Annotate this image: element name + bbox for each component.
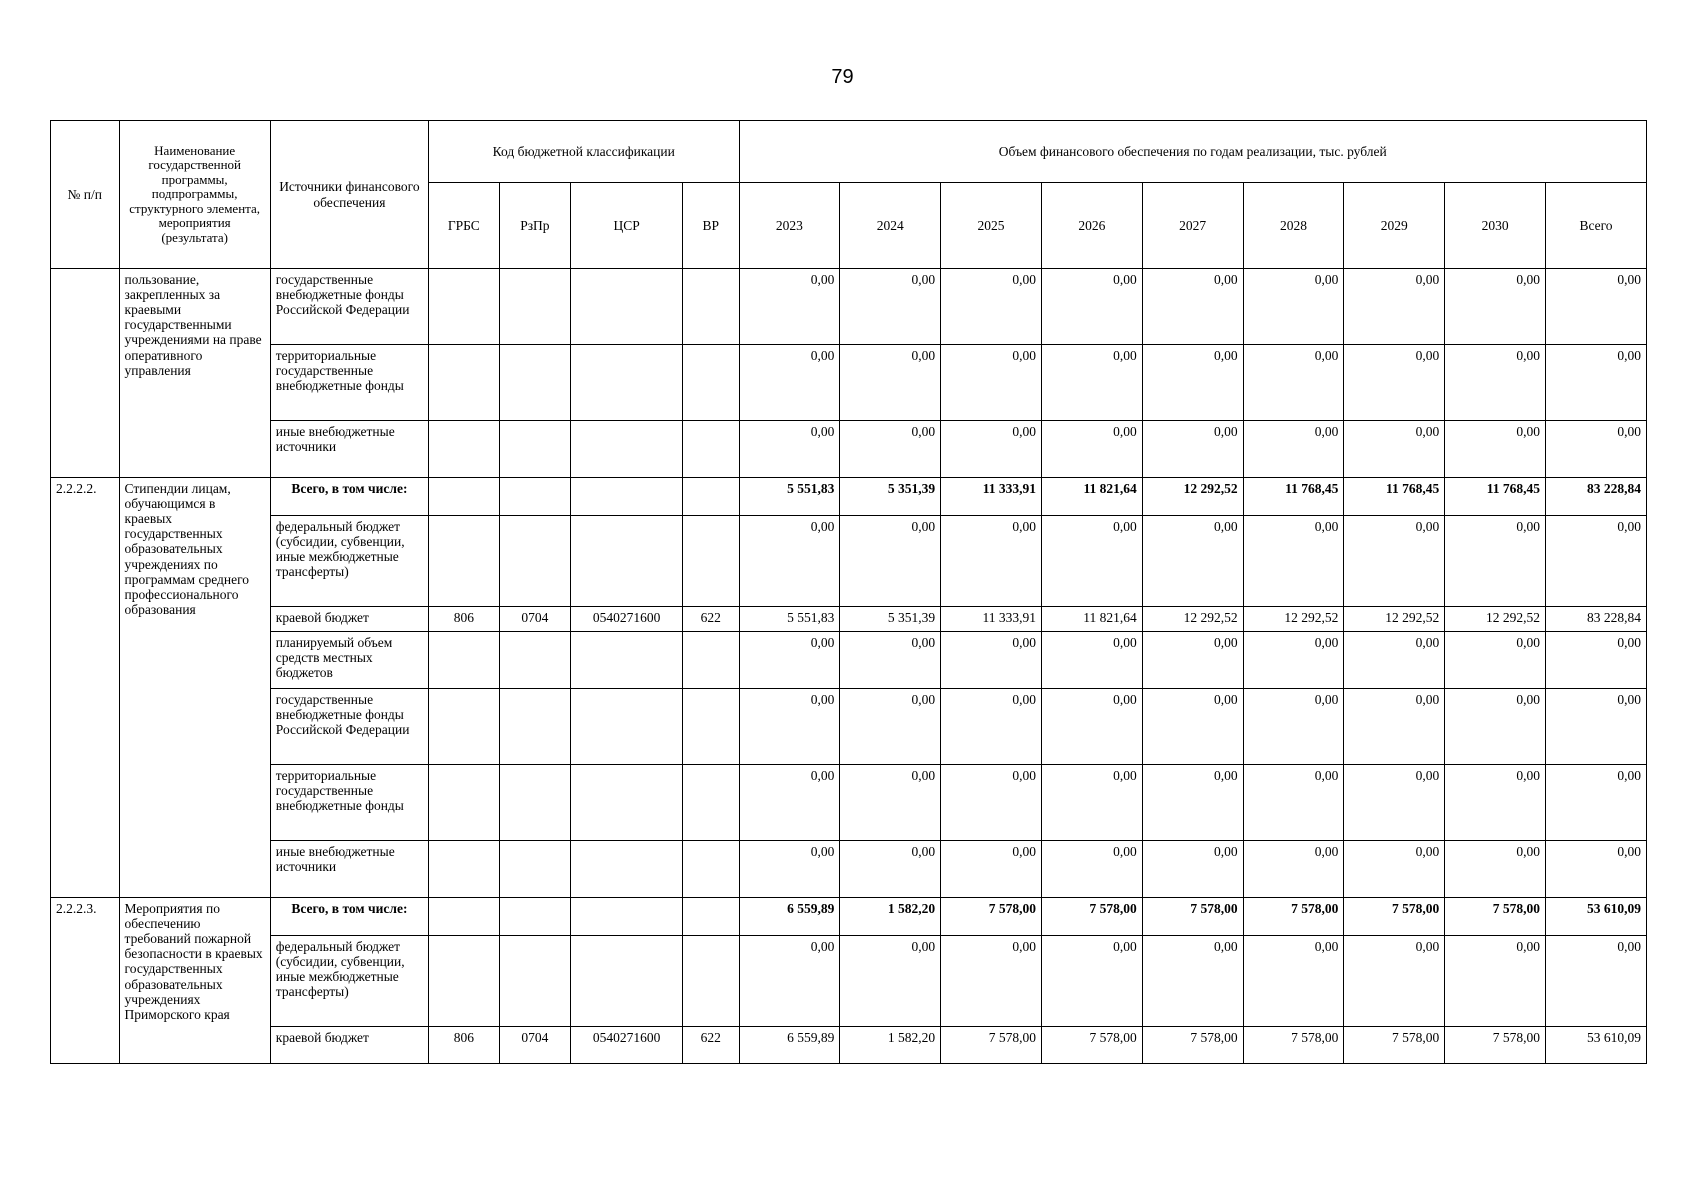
amount-2023: 0,00 [739,936,840,1027]
code-grbs: 806 [429,1027,500,1064]
amount-2024: 1 582,20 [840,898,941,936]
amount-2030: 0,00 [1445,516,1546,607]
amount-2028: 12 292,52 [1243,607,1344,632]
code-rzpr [499,269,571,345]
amount-2029: 0,00 [1344,841,1445,898]
amount-2026: 0,00 [1041,936,1142,1027]
funding-source: иные внебюджетные источники [270,421,428,478]
code-rzpr [499,765,571,841]
header-year-2027: 2027 [1142,183,1243,269]
amount-total: 53 610,09 [1546,898,1647,936]
code-csr [571,898,683,936]
code-grbs [429,632,500,689]
header-vr: ВР [683,183,739,269]
amount-2030: 0,00 [1445,421,1546,478]
amount-2028: 0,00 [1243,516,1344,607]
code-grbs [429,936,500,1027]
amount-2029: 0,00 [1344,689,1445,765]
code-csr: 0540271600 [571,1027,683,1064]
header-year-2026: 2026 [1041,183,1142,269]
amount-2023: 6 559,89 [739,1027,840,1064]
amount-2027: 7 578,00 [1142,898,1243,936]
amount-2029: 12 292,52 [1344,607,1445,632]
amount-2027: 0,00 [1142,345,1243,421]
code-vr: 622 [683,1027,739,1064]
code-vr [683,269,739,345]
table-row [51,632,1647,689]
amount-2029: 0,00 [1344,269,1445,345]
amount-2028: 0,00 [1243,269,1344,345]
code-csr [571,936,683,1027]
budget-table [50,120,1647,1064]
amount-2027: 12 292,52 [1142,607,1243,632]
table-row [51,689,1647,765]
code-grbs [429,841,500,898]
amount-2026: 11 821,64 [1041,607,1142,632]
amount-2025: 0,00 [941,345,1042,421]
header-year-2029: 2029 [1344,183,1445,269]
code-grbs [429,421,500,478]
section-number: 2.2.2.2. [51,478,120,898]
amount-2023: 0,00 [739,841,840,898]
table-body [51,269,1647,1064]
code-csr [571,478,683,516]
code-vr [683,689,739,765]
header-source: Источники финансового обеспечения [270,121,428,269]
amount-2025: 0,00 [941,516,1042,607]
amount-2023: 0,00 [739,345,840,421]
amount-2028: 7 578,00 [1243,1027,1344,1064]
funding-source: территориальные государственные внебюджетные фонды [270,765,428,841]
table-row [51,478,1647,516]
amount-2030: 0,00 [1445,841,1546,898]
amount-2027: 0,00 [1142,841,1243,898]
amount-2025: 0,00 [941,936,1042,1027]
amount-2023: 6 559,89 [739,898,840,936]
amount-2029: 0,00 [1344,345,1445,421]
code-rzpr [499,478,571,516]
funding-source: краевой бюджет [270,1027,428,1064]
code-vr [683,936,739,1027]
amount-2027: 0,00 [1142,689,1243,765]
amount-2026: 0,00 [1041,345,1142,421]
amount-2023: 5 551,83 [739,478,840,516]
code-grbs [429,516,500,607]
table-row [51,898,1647,936]
table-row [51,765,1647,841]
amount-2025: 0,00 [941,841,1042,898]
code-vr [683,478,739,516]
code-grbs [429,345,500,421]
amount-total: 0,00 [1546,421,1647,478]
amount-2026: 0,00 [1041,765,1142,841]
amount-2024: 0,00 [840,841,941,898]
amount-total: 53 610,09 [1546,1027,1647,1064]
amount-2025: 0,00 [941,269,1042,345]
code-rzpr [499,689,571,765]
code-rzpr [499,898,571,936]
amount-2030: 0,00 [1445,936,1546,1027]
funding-source: государственные внебюджетные фонды Российской Федерации [270,689,428,765]
code-grbs [429,478,500,516]
amount-total: 0,00 [1546,936,1647,1027]
amount-total: 83 228,84 [1546,478,1647,516]
amount-total: 0,00 [1546,841,1647,898]
amount-2024: 0,00 [840,765,941,841]
header-year-2030: 2030 [1445,183,1546,269]
code-rzpr [499,841,571,898]
code-rzpr [499,516,571,607]
amount-2028: 0,00 [1243,689,1344,765]
amount-2023: 0,00 [739,689,840,765]
funding-source: планируемый объем средств местных бюджетов [270,632,428,689]
amount-2025: 0,00 [941,765,1042,841]
amount-2026: 7 578,00 [1041,898,1142,936]
funding-source: Всего, в том числе: [270,898,428,936]
amount-2028: 0,00 [1243,841,1344,898]
funding-source: федеральный бюджет (субсидии, субвенции, иные межбюджетные трансферты) [270,936,428,1027]
header-kbk-group: Код бюджетной классификации [429,121,739,183]
code-vr [683,345,739,421]
amount-2028: 11 768,45 [1243,478,1344,516]
funding-source: краевой бюджет [270,607,428,632]
funding-source: иные внебюджетные источники [270,841,428,898]
amount-2026: 7 578,00 [1041,1027,1142,1064]
code-csr [571,516,683,607]
code-csr [571,765,683,841]
table-row [51,607,1647,632]
amount-2027: 0,00 [1142,765,1243,841]
amount-2030: 7 578,00 [1445,1027,1546,1064]
code-rzpr [499,936,571,1027]
table-row [51,1027,1647,1064]
code-rzpr: 0704 [499,1027,571,1064]
code-grbs [429,689,500,765]
amount-2024: 5 351,39 [840,478,941,516]
amount-total: 0,00 [1546,765,1647,841]
table-row [51,269,1647,345]
code-vr [683,632,739,689]
amount-total: 0,00 [1546,516,1647,607]
amount-2028: 0,00 [1243,345,1344,421]
page-number: 79 [831,66,854,88]
amount-2026: 0,00 [1041,516,1142,607]
header-year-2028: 2028 [1243,183,1344,269]
amount-2030: 11 768,45 [1445,478,1546,516]
amount-2026: 0,00 [1041,269,1142,345]
amount-2024: 0,00 [840,936,941,1027]
amount-2024: 0,00 [840,689,941,765]
amount-2030: 7 578,00 [1445,898,1546,936]
amount-2030: 0,00 [1445,269,1546,345]
amount-2029: 0,00 [1344,765,1445,841]
header-total: Всего [1546,183,1647,269]
code-grbs [429,269,500,345]
amount-2028: 0,00 [1243,632,1344,689]
funding-source: федеральный бюджет (субсидии, субвенции, иные межбюджетные трансферты) [270,516,428,607]
section-name: пользование, закрепленных за краевыми государственными учреждениями на праве оперативного управления [119,269,270,478]
code-vr: 622 [683,607,739,632]
amount-2023: 0,00 [739,269,840,345]
table-row [51,516,1647,607]
table-row [51,345,1647,421]
header-year-2023: 2023 [739,183,840,269]
section-number: 2.2.2.3. [51,898,120,1064]
header-volume-group: Объем финансового обеспечения по годам реализации, тыс. рублей [739,121,1646,183]
amount-2029: 7 578,00 [1344,898,1445,936]
section-name: Мероприятия по обеспечению требований пожарной безопасности в краевых государственных образовательных учреждениях Приморского края [119,898,270,1064]
amount-2025: 0,00 [941,421,1042,478]
code-vr [683,516,739,607]
amount-2028: 0,00 [1243,421,1344,478]
amount-2030: 0,00 [1445,765,1546,841]
header-grbs: ГРБС [429,183,500,269]
amount-total: 0,00 [1546,632,1647,689]
amount-total: 0,00 [1546,269,1647,345]
funding-source: территориальные государственные внебюджетные фонды [270,345,428,421]
amount-2023: 5 551,83 [739,607,840,632]
amount-2026: 11 821,64 [1041,478,1142,516]
amount-2023: 0,00 [739,516,840,607]
amount-2026: 0,00 [1041,689,1142,765]
table-row [51,841,1647,898]
amount-2029: 7 578,00 [1344,1027,1445,1064]
header-csr: ЦСР [571,183,683,269]
amount-total: 0,00 [1546,689,1647,765]
amount-2029: 0,00 [1344,936,1445,1027]
amount-2029: 0,00 [1344,516,1445,607]
amount-2030: 0,00 [1445,689,1546,765]
code-csr [571,421,683,478]
code-csr [571,632,683,689]
code-csr: 0540271600 [571,607,683,632]
header-year-2024: 2024 [840,183,941,269]
header-rzpr: РзПр [499,183,571,269]
code-rzpr [499,632,571,689]
funding-source: государственные внебюджетные фонды Российской Федерации [270,269,428,345]
amount-2028: 7 578,00 [1243,898,1344,936]
amount-2025: 0,00 [941,689,1042,765]
amount-2024: 1 582,20 [840,1027,941,1064]
code-grbs [429,765,500,841]
amount-2023: 0,00 [739,421,840,478]
amount-2030: 0,00 [1445,632,1546,689]
funding-source: Всего, в том числе: [270,478,428,516]
section-number [51,269,120,478]
code-rzpr [499,345,571,421]
amount-2024: 0,00 [840,269,941,345]
amount-2027: 0,00 [1142,421,1243,478]
amount-2025: 0,00 [941,632,1042,689]
code-vr [683,765,739,841]
code-rzpr: 0704 [499,607,571,632]
code-rzpr [499,421,571,478]
header-name: Наименование государственной программы, подпрограммы, структурного элемента, мероприятия (результата) [119,121,270,269]
amount-2025: 7 578,00 [941,898,1042,936]
code-grbs: 806 [429,607,500,632]
section-name: Стипендии лицам, обучающимся в краевых государственных образовательных учреждениях по программам среднего профессионального образования [119,478,270,898]
amount-2028: 0,00 [1243,936,1344,1027]
amount-2024: 5 351,39 [840,607,941,632]
amount-2027: 0,00 [1142,936,1243,1027]
table-row [51,421,1647,478]
code-csr [571,269,683,345]
code-csr [571,345,683,421]
amount-2024: 0,00 [840,421,941,478]
amount-total: 83 228,84 [1546,607,1647,632]
amount-total: 0,00 [1546,345,1647,421]
amount-2025: 11 333,91 [941,607,1042,632]
header-year-2025: 2025 [941,183,1042,269]
code-csr [571,841,683,898]
amount-2024: 0,00 [840,632,941,689]
amount-2024: 0,00 [840,516,941,607]
amount-2025: 11 333,91 [941,478,1042,516]
amount-2029: 11 768,45 [1344,478,1445,516]
amount-2027: 0,00 [1142,516,1243,607]
amount-2028: 0,00 [1243,765,1344,841]
amount-2030: 0,00 [1445,345,1546,421]
header-num: № п/п [51,121,120,269]
amount-2025: 7 578,00 [941,1027,1042,1064]
amount-2029: 0,00 [1344,421,1445,478]
amount-2023: 0,00 [739,632,840,689]
amount-2027: 7 578,00 [1142,1027,1243,1064]
amount-2026: 0,00 [1041,841,1142,898]
amount-2024: 0,00 [840,345,941,421]
code-vr [683,421,739,478]
code-vr [683,898,739,936]
code-csr [571,689,683,765]
amount-2023: 0,00 [739,765,840,841]
code-vr [683,841,739,898]
code-grbs [429,898,500,936]
amount-2026: 0,00 [1041,421,1142,478]
table-row [51,936,1647,1027]
amount-2030: 12 292,52 [1445,607,1546,632]
amount-2026: 0,00 [1041,632,1142,689]
amount-2027: 0,00 [1142,269,1243,345]
amount-2027: 12 292,52 [1142,478,1243,516]
amount-2027: 0,00 [1142,632,1243,689]
amount-2029: 0,00 [1344,632,1445,689]
